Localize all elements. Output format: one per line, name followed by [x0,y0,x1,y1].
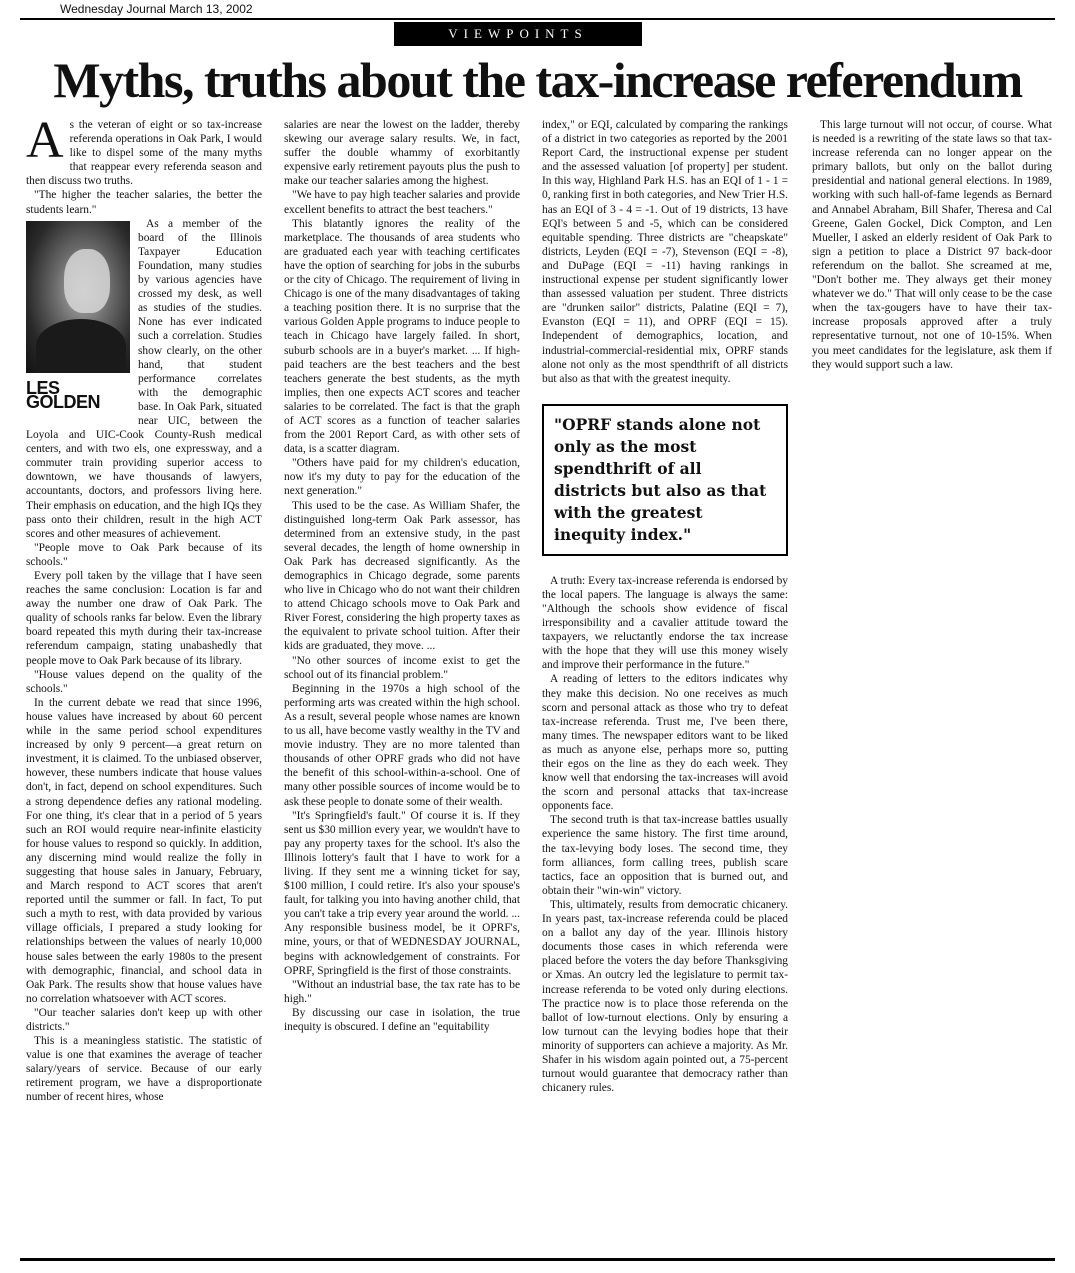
paragraph: "No other sources of income exist to get the school out of its financial problem." [284,654,520,681]
paragraph: Every poll taken by the village that I have seen reaches the same conclusion: Location is far and away the number one draw of Oak Park. The quality of schools ranks far below. Even the library board repeated this myth during their tax-increase referendum campaign, stating unabashedly that people move to Oak Park because of its library. [26,570,262,667]
column-4 [812,118,1052,372]
paragraph: This is a meaningless statistic. The statistic of value is one that examines the average of teacher salary/years of service. Because of our early retirement program, we have a disproportionate number of recent hires, whose [26,1035,262,1104]
paragraph: As the veteran of eight or so tax-increase referenda operations in Oak Park, I would like to dispel some of the many myths that reappear every referenda season and then discuss two truths. [26,112,262,188]
paragraph: The second truth is that tax-increase battles usually experience the same history. The first time around, the tax-levying body loses. The second time, they form alliances, form calling trees, publish scare tactics, face an opposition that is burned out, and obtain their "win-win" victory. [542,814,788,897]
paragraph: "House values depend on the quality of the schools." [26,668,262,695]
paragraph: In the current debate we read that since 1996, house values have increased by about 60 percent while in the same period school expenditures increased by only 9 percent—a great return on investment, it is claimed. To the unbiased observer, however, these numbers indicate that house values don't, in fact, depend on school expenditures. Such a strong dependence defies any rational modeling. For one thing, it's clear that in a period of 5 years such an ROI would require near-infinite elasticity for house values to respond so quickly. In addition, any discerning mind would realize the folly in suggesting that house sales in January, February, and March respond to ACT scores that aren't reported until the summer or fall. In fact, To put such a myth to rest, with data provided by various village officials, I prepared a study looking for relationships between the values of nearly 10,000 house sales between the early 1980s to the present with demographic, financial, and school data in Oak Park. The results show that house values have no correlation whatsoever with ACT scores. [26,696,262,1005]
shoulders-shape [36,319,126,373]
paragraph: "Without an industrial base, the tax rate has to be high." [284,978,520,1005]
author-byline: LES GOLDEN [26,377,101,412]
paragraph: This blatantly ignores the reality of the marketplace. The thousands of area students who are graduated each year with teaching certificates have the option of searching for jobs in the suburbs or the city of Chicago. The requirement of living in Chicago is one of the many disadvantages of taking a teaching position there. It is no surprise that the various Golden Apple programs to induce people to teach in Chicago have largely failed. In short, suburb schools are in a buyer's market. ... If high-paid teachers are the best teachers and the best teachers generate the best students, as the myth implies, then one expects ACT scores and teacher salaries to be correlated. The fact is that the graph of ACT scores as a function of teacher salaries from the 2001 Report Card, as with other sets of data, is a scatter diagram. [284,217,520,456]
paragraph: "People move to Oak Park because of its schools." [26,541,262,568]
paragraph: A truth: Every tax-increase referenda is endorsed by the local papers. The language is always the same: "Although the schools show evidence of fiscal irresponsibility and a cavalier attitude toward the taxpayers, we reluctantly endorse the tax increase with the hope that they will use this money wisely and improve their performance in the future." [542,574,788,672]
bottom-rule [20,1258,1055,1261]
drop-cap: A [26,112,64,169]
paragraph: "Others have paid for my children's education, now it's my duty to pay for the education of the next generation." [284,457,520,498]
masthead-rule [20,18,1055,20]
column-2 [284,118,520,1034]
paragraph: Beginning in the 1970s a high school of the performing arts was created within the high school. As a result, several people whose names are known to us all, have become vastly wealthy in the TV and movie industry. They are no more talented than thousands of other OPRF grads who did not have the benefit of this school-within-a-school. One of many other possible sources of income would be to ask these people to donate some of their wealth. [284,682,520,808]
paragraph: "We have to pay high teacher salaries and provide excellent benefits to attract the best teachers." [284,189,520,216]
paragraph: "It's Springfield's fault." Of course it is. If they sent us $30 million every year, we wouldn't have to pay any property taxes for the school. It's also the Illinois lottery's fault that I have to work for a living. If they sent me a winning ticket for say, $100 million, I could retire. It's also your spouse's fault, for talking you into having another child, that you can't take a trip every year around the world. ... Any responsible business model, be it OPRF's, mine, yours, or that of WEDNESDAY JOURNAL, begins with acknowledgement of constraints. For OPRF, Springfield is the first of those constraints. [284,809,520,977]
publication-date: Wednesday Journal March 13, 2002 [60,2,253,16]
column-3 [542,118,788,1095]
paragraph: This large turnout will not occur, of course. What is needed is a rewriting of the state laws so that tax-increase referenda can no longer appear on the primary ballots, but only on the ballot during presidential and national general elections. In 1989, working with such hall-of-fame legends as Bernard and Annabel Abraham, Bill Shafer, Theresa and Cal Greene, Galen Gockel, Dick Compton, and Len Mueller, I asked an elderly resident of Oak Park to sign a petition to place a District 97 back-door referendum on the ballot. She screamed at me, "Don't bother me. They always get their money whatever we do." That will only cease to be the case when the tax-gougers have to have their tax-increase proposals approved after a truly representative turnout, not one of 10-15%. When you meet candidates for the legislature, ask them if they would support such a law. [812,119,1052,371]
column-1 [26,112,262,1105]
author-photo [26,221,130,373]
paragraph: index," or EQI, calculated by comparing the rankings of a district in two categories as reported by the 2001 Report Card, the instructional expense per student and the assessed valuation [of property] per student. In this way, Highland Park H.S. has an EQI of 1 - 1 = 0, ranking first in both categories, and New Trier H.S. has an EQI of 3 - 4 = -1. Out of 19 districts, 13 have EQI's between 5 and -5, which can be considered equitable spending. Three districts are "cheapskate" districts, Leyden (EQI = -7), Stevenson (EQI = -8), and DuPage (EQI = -11) having rankings in instructional expense per student significantly lower than assessed valuation per student. Three districts are "drunken sailor" districts, Palatine (EQI = 7), Evanston (EQI = 11), and OPRF (EQI = 15). Independent of demographics, location, and industrial-commercial-residential mix, OPRF stands alone not only as the most spendthrift of all districts but also as that with the greatest inequity. [542,119,788,385]
author-photo-block [26,221,130,421]
paragraph: LES GOLDEN As a member of the board of the Illinois Taxpayer Education Foundation, many studies by various agencies have crossed my desk, as well as studies of the studies. None has ever indicated such a correlation. Studies show clearly, on the other hand, that student performance correlates with the demographic base. In Oak Park, situated near UIC, between the Loyola and UIC-Cook County-Rush medical centers, and with two els, one expressway, and a commuter train providing superior access to downtown, we have thousands of lawyers, accountants, doctors, and professors living here. Their emphasis on education, and the high IQs they pass onto their children, result in the high ACT scores and other measures of achievement. [26,217,262,540]
face-shape [64,249,110,313]
paragraph: A reading of letters to the editors indicates why they make this decision. No one receives as much scorn and personal attack as those who try to defeat tax-increase referenda. Trust me, I've been there, many times. The newspaper editors want to be liked as much as anyone else, perhaps more so, putting their egos on the line as they do each week. They know well that endorsing the tax-increases will avoid the scorn and personal attacks that tax-increase opponents face. [542,673,788,813]
paragraph: salaries are near the lowest on the ladder, thereby skewing our average salary results. We, in fact, suffer the double whammy of exorbitantly expensive early retirement payouts plus the push to make our teacher salaries among the highest. [284,119,520,188]
paragraph: This used to be the case. As William Shafer, the distinguished long-term Oak Park assessor, has determined from an extensive study, in the past several decades, the length of home ownership in Oak Park has decreased significantly. As the demographics in Chicago degrade, some parents who live in Chicago who do not want their children to attend Chicago schools move to Oak Park and River Forest, considering the high property taxes as the equivalent to private school tuition. After their kids are graduated, they move. ... [284,499,520,653]
headline: Myths, truths about the tax-increase referendum [53,52,1022,108]
paragraph: This, ultimately, results from democratic chicanery. In years past, tax-increase referenda could be placed on a ballot any day of the year. Illinois history documents those cases in which referenda were placed before the voters the day before Thanksgiving or Xmas. An outcry led the legislature to permit tax-increase referenda to be voted only during elections. The practice now is to place those referenda on the ballot of low-turnout elections. Only by ensuring a low turnout can the levying bodies hope that their minority of supporters can achieve a majority. As Mr. Shafer in his wisdom again pointed out, a 75-percent turnout would guarantee that democracy rather than chicanery rules. [542,898,788,1095]
pull-quote: "OPRF stands alone not only as the most spendthrift of all districts but also as that with the greatest inequity index." [542,404,788,556]
paragraph: By discussing our case in isolation, the true inequity is obscured. I define an "equitability [284,1006,520,1033]
section-label: VIEWPOINTS [394,22,642,46]
paragraph: "The higher the teacher salaries, the better the students learn." [26,189,262,216]
paragraph: "Our teacher salaries don't keep up with other districts." [26,1006,262,1033]
